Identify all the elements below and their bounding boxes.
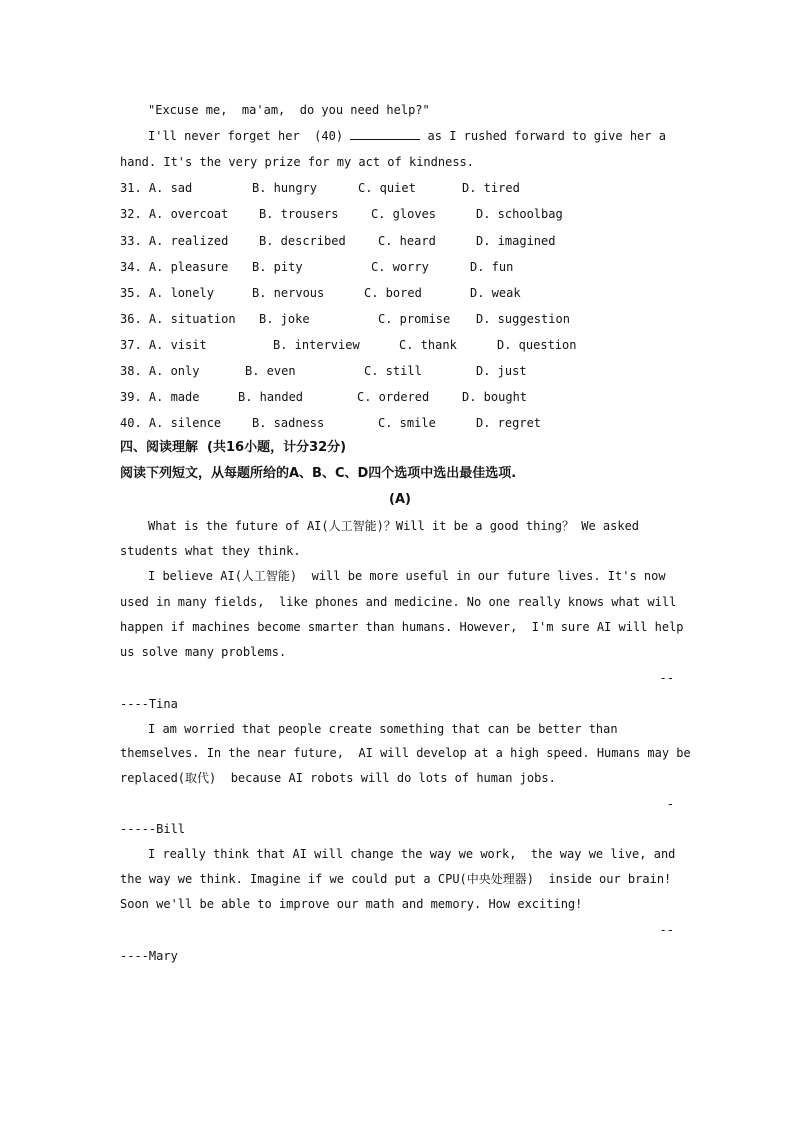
option-a: 34. A. pleasure: [120, 260, 229, 274]
option-c: C. bored: [364, 286, 422, 300]
signature-dash: -: [666, 797, 674, 811]
passage-closing-line: hand. It's the very prize for my act of kindness.: [120, 155, 475, 169]
option-c: C. gloves: [371, 207, 437, 221]
option-d: D. regret: [476, 416, 542, 430]
option-d: D. imagined: [476, 234, 556, 248]
option-d: D. tired: [462, 181, 520, 195]
blank-40-prefix: I'll never forget her (40): [148, 129, 344, 143]
dialogue-line: "Excuse me, ma'am, do you need help?": [148, 103, 430, 117]
option-d: D. weak: [470, 286, 521, 300]
tina-line: happen if machines become smarter than humans. However, I'm sure AI will help: [120, 620, 684, 634]
bill-line: themselves. In the near future, AI will develop at a high speed. Humans may be: [120, 746, 691, 760]
option-d: D. just: [476, 364, 527, 378]
option-a: 36. A. situation: [120, 312, 236, 326]
signature-tina: ----Tina: [120, 697, 178, 711]
option-b: B. sadness: [252, 416, 325, 430]
signature-dash: --: [659, 671, 674, 685]
option-c: C. thank: [399, 338, 457, 352]
option-a: 35. A. lonely: [120, 286, 214, 300]
option-a: 37. A. visit: [120, 338, 207, 352]
option-c: C. worry: [371, 260, 429, 274]
option-b: B. interview: [273, 338, 360, 352]
option-b: B. described: [259, 234, 346, 248]
option-d: D. schoolbag: [476, 207, 563, 221]
option-d: D. suggestion: [476, 312, 570, 326]
option-d: D. bought: [462, 390, 528, 404]
signature-bill: -----Bill: [120, 822, 186, 836]
bill-line: I am worried that people create something that can be better than: [148, 722, 618, 736]
option-a: 32. A. overcoat: [120, 207, 229, 221]
option-b: B. handed: [238, 390, 304, 404]
option-a: 33. A. realized: [120, 234, 229, 248]
option-c: C. ordered: [357, 390, 430, 404]
option-c: C. smile: [378, 416, 436, 430]
option-b: B. joke: [259, 312, 310, 326]
option-b: B. trousers: [259, 207, 339, 221]
mary-line: I really think that AI will change the way we work, the way we live, and: [148, 847, 676, 861]
tina-line: I believe AI(人工智能) will be more useful in our future lives. It's now: [148, 569, 666, 583]
passage-label: (A): [389, 492, 411, 507]
answer-blank-40[interactable]: [350, 129, 420, 140]
option-c: C. promise: [378, 312, 451, 326]
signature-mary: ----Mary: [120, 949, 178, 963]
intro-line: students what they think.: [120, 544, 301, 558]
option-c: C. still: [364, 364, 422, 378]
option-a: 38. A. only: [120, 364, 200, 378]
option-b: B. even: [245, 364, 296, 378]
blank-40-suffix: as I rushed forward to give her a: [427, 129, 666, 143]
intro-line: What is the future of AI(人工智能)？Will it be a good thing？ We asked: [148, 519, 640, 533]
tina-line: us solve many problems.: [120, 645, 287, 659]
option-b: B. pity: [252, 260, 303, 274]
option-b: B. hungry: [252, 181, 318, 195]
tina-line: used in many fields, like phones and medicine. No one really knows what will: [120, 595, 677, 609]
mary-line: the way we think. Imagine if we could put a CPU(中央处理器) inside our brain!: [120, 872, 672, 886]
mary-line: Soon we'll be able to improve our math and memory. How exciting!: [120, 897, 583, 911]
option-a: 40. A. silence: [120, 416, 222, 430]
option-a: 39. A. made: [120, 390, 200, 404]
option-a: 31. A. sad: [120, 181, 193, 195]
bill-line: replaced(取代) because AI robots will do lots of human jobs.: [120, 771, 556, 785]
option-d: D. fun: [470, 260, 514, 274]
option-c: C. heard: [378, 234, 436, 248]
option-d: D. question: [497, 338, 577, 352]
section-heading: 四、阅读理解 (共16小题，计分32分): [120, 440, 347, 455]
signature-dash: --: [659, 923, 674, 937]
section-instruction: 阅读下列短文，从每题所给的A、B、C、D四个选项中选出最佳选项.: [120, 466, 517, 481]
blank-40-line: [148, 129, 666, 143]
option-c: C. quiet: [358, 181, 416, 195]
option-b: B. nervous: [252, 286, 325, 300]
